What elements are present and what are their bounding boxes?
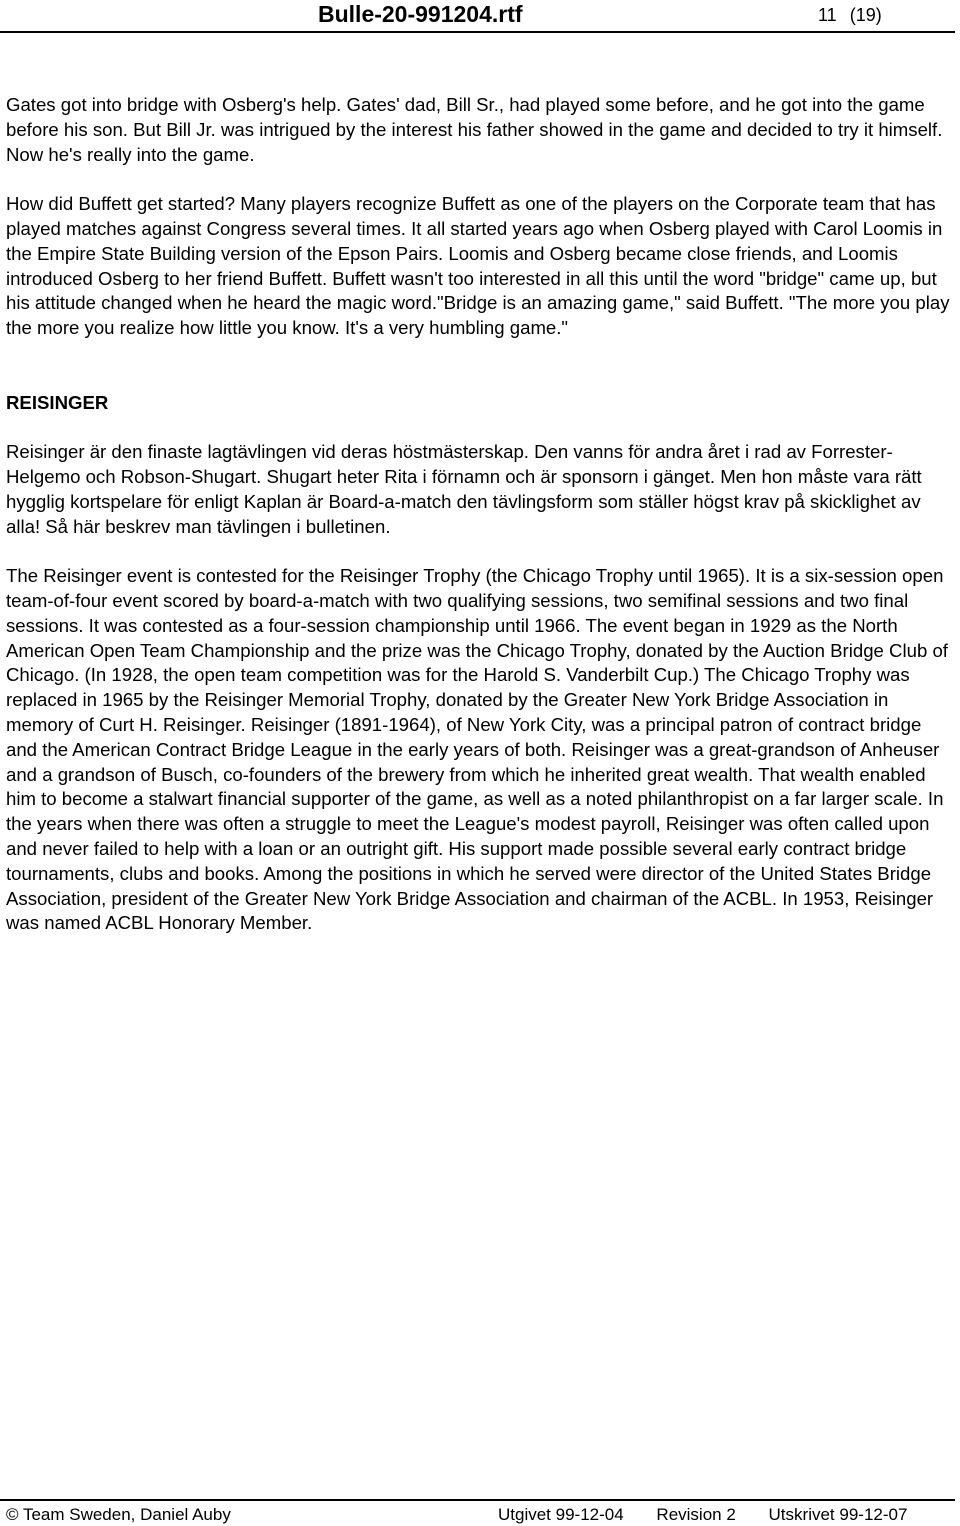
footer-divider [0,1499,955,1501]
spacer [6,415,956,440]
document-title: Bulle-20-991204.rtf [318,1,523,27]
paragraph-reisinger-english: The Reisinger event is contested for the Reisinger Trophy (the Chicago Trophy until 1965). It is a six-session open team-of-four event scored by board-a-match with two qualifying sessions, two semifinal sessions and two final sessions. It was contested as a four-session championship until 1966. The event began in 1929 as the North American Open Team Championship and the prize was the Chicago Trophy, donated by the Auction Bridge Club of Chicago. (In 1928, the open team competition was for the Harold S. Vanderbilt Cup.) The Chicago Trophy was replaced in 1965 by the Reisinger Memorial Trophy, donated by the Greater New York Bridge Association in memory of Curt H. Reisinger. Reisinger (1891-1964), of New York City, was a principal patron of contract bridge and the American Contract Bridge League in the early years of both. Reisinger was a great-grandson of Anheuser and a grandson of Busch, co-founders of the brewery from which he inherited great wealth. That wealth enabled him to become a stalwart financial supporter of the game, as well as a noted philanthropist on a far larger scale. In the years when there was often a struggle to meet the League's modest payroll, Reisinger was often called upon and never failed to help with a loan or an outright gift. His support made possible several early contract bridge tournaments, clubs and books. Among the positions in which he served were director of the United States Bridge Association, president of the Greater New York Bridge Association and chairman of the ACBL. In 1953, Reisinger was named ACBL Honorary Member. [6,565,948,934]
footer-revision: Revision 2 [656,1505,736,1524]
header-divider [0,31,955,33]
page-header [0,0,960,34]
footer-printed: Utskrivet 99-12-07 [768,1505,908,1524]
page-footer [0,1499,960,1526]
paragraph-buffett: How did Buffett get started? Many players recognize Buffett as one of the players on the Corporate team that has played matches against Congress several times. It all started years ago when Osberg played with Carol Loomis in the Empire State Building version of the Epson Pairs. Loomis and Osberg became close friends, and Loomis introduced Osberg to her friend Buffett. Buffett wasn't too interested in all this until the word "bridge" came up, but his attitude changed when he heard the magic word."Bridge is an amazing game," said Buffett. "The more you play the more you realize how little you know. It's a very humbling game." [6,193,950,339]
page-total: (19) [849,5,882,25]
footer-published: Utgivet 99-12-04 [498,1505,624,1524]
section-heading-reisinger: REISINGER [6,391,109,413]
document-body [6,93,956,936]
paragraph-reisinger-swedish: Reisinger är den finaste lagtävlingen vid deras höstmästerskap. Den vanns för andra året i rad av Forrester-Helgemo och Robson-Shugart. Shugart heter Rita i förnamn och är sponsorn i gänget. Men hon måste vara rätt hygglig kortspelare för enligt Kaplan är Board-a-match den tävlingsform som ställer högst krav på skicklighet av alla! Så här beskrev man tävlingen i bulletinen. [6,441,922,537]
footer-copyright: © Team Sweden, Daniel Auby [6,1505,231,1524]
page-number: 11 [818,5,837,25]
spacer [6,341,956,391]
footer-meta [498,1504,907,1526]
paragraph-gates: Gates got into bridge with Osberg's help. Gates' dad, Bill Sr., had played some before, and he got into the game before his son. But Bill Jr. was intrigued by the interest his father showed in the game and decided to try it himself. Now he's really into the game. [6,94,943,165]
page-indicator [818,3,882,27]
